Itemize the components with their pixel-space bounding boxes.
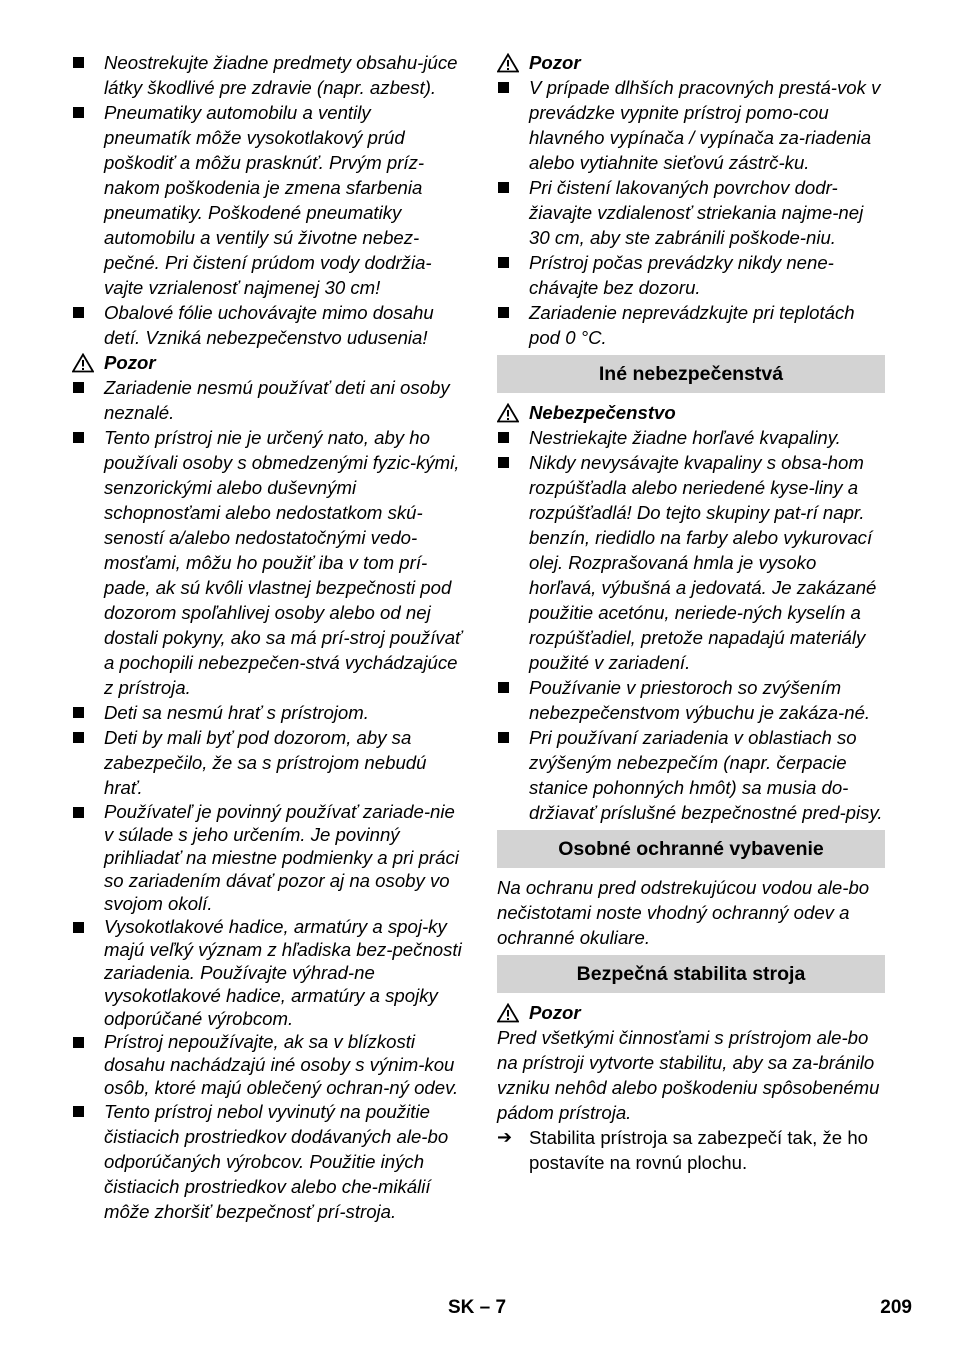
list-item (497, 450, 885, 675)
paragraph: Pred všetkými činnosťami s prístrojom ale-bo na prístroji vytvorte stabilitu, aby sa za-bránilo vzniku nehôd alebo poškodeniu spôsobenému pádom prístroja. (497, 1027, 880, 1123)
bullet-square-icon (73, 1106, 84, 1117)
footer-section-ref: SK – 7 (447, 1297, 507, 1318)
list-item (497, 75, 885, 175)
list-item (72, 375, 462, 425)
warning-triangle-icon (72, 353, 94, 373)
list-item-text: Zariadenie nesmú používať deti ani osoby neznalé. (104, 377, 450, 423)
warning-triangle-icon (497, 403, 519, 423)
list-item-text: Tento prístroj nebol vyvinutý na použitie čistiacich prostriedkov dodávaných ale-bo odporúčaných výrobcov. Použitie iných čistiacich prostriedkov alebo che-mikálií môže zhoršiť bezpečnosť prí-stroja. (104, 1101, 449, 1222)
warning-label: Pozor (529, 1002, 581, 1023)
list-item-text: Používateľ je povinný používať zariade-nie v súlade s jeho určením. Je povinný prihliadať na miestne podmienky a pri práci so zariadením dávať pozor aj na osoby vo svojom okolí. (104, 801, 459, 914)
list-item-text: Vysokotlakové hadice, armatúry a spoj-ky majú veľký význam z hľadiska bez-pečnosti zariadenia. Používajte výhrad-ne vysokotlakové hadice, armatúry a spojky odporúčané výrobcom. (104, 916, 462, 1029)
list-item-text: Neostrekujte žiadne predmety obsahu-júce látky škodlivé pre zdravie (napr. azbest). (104, 52, 458, 98)
warning-heading (497, 50, 885, 75)
danger-heading (497, 400, 885, 425)
list-item (497, 425, 885, 450)
list-item-text: V prípade dlhších pracovných prestá-vok v prevádzke vypnite prístroj pomo-cou hlavného vypínača / vypínača za-riadenia alebo vytiahnite sieťovú zástrč-ku. (529, 77, 881, 173)
right-column (497, 50, 885, 1175)
list-item (497, 675, 885, 725)
list-item-text: Deti sa nesmú hrať s prístrojom. (104, 702, 369, 723)
bullet-square-icon (73, 807, 84, 818)
list-item-text: Pri čistení lakovaných povrchov dodr-žiavajte vzdialenosť striekania najme-nej 30 cm, aby ste zabránili poškode-niu. (529, 177, 864, 248)
list-item (72, 100, 462, 300)
list-item (72, 50, 462, 100)
list-item-text: Obalové fólie uchovávajte mimo dosahu detí. Vzniká nebezpečenstvo udusenia! (104, 302, 434, 348)
paragraph: Na ochranu pred odstrekujúcou vodou ale-bo nečistotami noste vhodný ochranný odev a ochranné okuliare. (497, 877, 870, 948)
list-item (497, 300, 885, 350)
bullet-square-icon (73, 307, 84, 318)
list-item (72, 425, 462, 700)
bullet-square-icon (73, 732, 84, 743)
section-heading: Osobné ochranné vybavenie (497, 830, 885, 868)
list-item (72, 700, 462, 725)
danger-label: Nebezpečenstvo (529, 402, 676, 423)
left-column (72, 50, 462, 1224)
page-number: 209 (880, 1297, 912, 1318)
instruction-item (497, 1125, 885, 1175)
warning-label: Pozor (104, 352, 156, 373)
bullet-square-icon (498, 82, 509, 93)
list-item-text: Deti by mali byť pod dozorom, aby sa zabezpečilo, že sa s prístrojom nebudú hrať. (104, 727, 427, 798)
bullet-square-icon (73, 382, 84, 393)
list-item-text: Pri používaní zariadenia v oblastiach so zvýšeným nebezpečím (napr. čerpacie stanice pohonných hmôt) sa musia do-držiavať príslušné bezpečnostné pred-pisy. (529, 727, 883, 823)
arrow-right-icon: ➔ (497, 1127, 513, 1147)
bullet-square-icon (498, 732, 509, 743)
warning-heading (72, 350, 462, 375)
list-item (72, 800, 462, 915)
warning-heading (497, 1000, 885, 1025)
list-item (497, 175, 885, 250)
list-item-text: Používanie v priestoroch so zvýšením nebezpečenstvom výbuchu je zakáza-né. (529, 677, 871, 723)
bullet-square-icon (498, 432, 509, 443)
bullet-square-icon (498, 682, 509, 693)
bullet-square-icon (73, 57, 84, 68)
list-item (72, 1099, 462, 1224)
list-item-text: Prístroj nepoužívajte, ak sa v blízkosti dosahu nachádzajú iné osoby s výnim-kou osôb, ktoré majú oblečený ochran-ný odev. (104, 1031, 459, 1098)
list-item-text: Pneumatiky automobilu a ventily pneumatík môže vysokotlakový prúd poškodiť a môžu prasknúť. Prvým príz-nakom poškodenia je zmena sfarbenia pneumatiky. Poškodené pneumatiky automobilu a ventily sú životne nebez-pečné. Pri čistení prúdom vody dodržia-vajte vzrialenosť najmenej 30 cm! (104, 102, 432, 298)
bullet-square-icon (73, 1037, 84, 1048)
list-item (72, 1030, 462, 1099)
bullet-square-icon (73, 707, 84, 718)
list-item-text: Tento prístroj nie je určený nato, aby ho používali osoby s obmedzenými fyzic-kými, senzorickými alebo duševnými schopnosťami alebo nedostatkom skú-seností a/alebo nedostatočnými vedo-mosťami, môžu ho použiť iba v tom prí-pade, ak sú kvôli vlastnej bezpečnosti pod dozorom spoľahlivej osoby alebo od nej dostali pokyny, ako sa má prí-stroj používať a pochopili nebezpečen-stvá vychádzajúce z prístroja. (104, 427, 462, 698)
section-heading: Bezpečná stabilita stroja (497, 955, 885, 993)
list-item (497, 250, 885, 300)
warning-triangle-icon (497, 1003, 519, 1023)
section-heading: Iné nebezpečenstvá (497, 355, 885, 393)
bullet-square-icon (73, 432, 84, 443)
list-item-text: Nikdy nevysávajte kvapaliny s obsa-hom rozpúšťadla alebo neriedené kyse-liny a rozpúšťadlá! Do tejto skupiny pat-rí napr. benzín, riedidlo na farby alebo vykurovací olej. Rozprašovaná hmla je vysoko horľavá, výbušná a jedovatá. Je zakázané použitie acetónu, neriede-ných kyselín a rozpúšťadiel, pretože napadajú materiály použité v zariadení. (529, 452, 877, 673)
bullet-square-icon (498, 182, 509, 193)
list-item (72, 300, 462, 350)
bullet-square-icon (498, 257, 509, 268)
list-item-text: Zariadenie neprevádzkujte pri teplotách pod 0 °C. (529, 302, 855, 348)
bullet-square-icon (498, 457, 509, 468)
list-item (72, 915, 462, 1030)
bullet-square-icon (73, 107, 84, 118)
bullet-square-icon (73, 922, 84, 933)
warning-label: Pozor (529, 52, 581, 73)
list-item-text: Prístroj počas prevádzky nikdy nene-chávajte bez dozoru. (529, 252, 834, 298)
warning-triangle-icon (497, 53, 519, 73)
list-item-text: Nestriekajte žiadne horľavé kvapaliny. (529, 427, 841, 448)
bullet-square-icon (498, 307, 509, 318)
instruction-text: Stabilita prístroja sa zabezpečí tak, že ho postavíte na rovnú plochu. (529, 1127, 868, 1173)
list-item (497, 725, 885, 825)
list-item (72, 725, 462, 800)
